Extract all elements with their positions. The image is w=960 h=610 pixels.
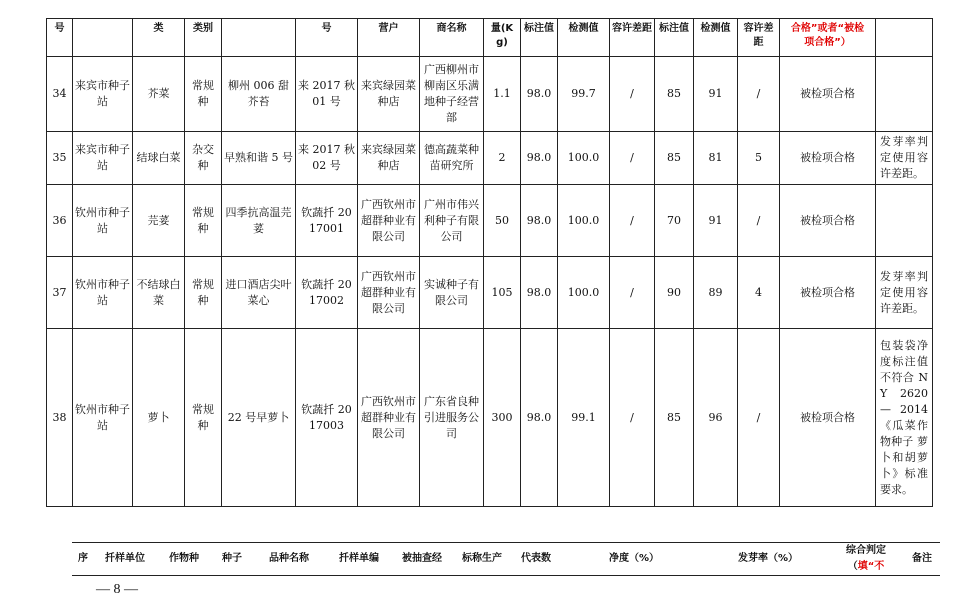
footer-header-remark: 备注 xyxy=(904,543,940,576)
table-header-row xyxy=(47,19,933,57)
sampling-unit: 来宾市种子站 xyxy=(73,57,133,132)
footer-verdict-red: 填“不 xyxy=(857,561,885,572)
next-page-header-row xyxy=(72,543,940,576)
variety: 早熟和谐 5 号 xyxy=(222,132,296,185)
footer-header-crop: 作物种 xyxy=(156,543,212,576)
producer: 广州市伟兴利种子有限公司 xyxy=(420,185,484,257)
crop: 不结球白菜 xyxy=(133,257,185,329)
table-row xyxy=(47,57,933,132)
footer-header-variety: 品种名称 xyxy=(252,543,326,576)
germ-std: 85 xyxy=(655,329,694,507)
header-cell: 量(Kg) xyxy=(484,19,521,57)
footer-header-lot-qty: 代表数 xyxy=(512,543,560,576)
germ-test: 89 xyxy=(694,257,738,329)
purity-std: 98.0 xyxy=(521,185,558,257)
purity-test: 99.7 xyxy=(558,57,610,132)
header-cell: 号 xyxy=(296,19,358,57)
remark: 发芽率判定使用容许差距。 xyxy=(876,132,933,185)
header-cell xyxy=(876,19,933,57)
table-row xyxy=(47,132,933,185)
crop: 芥菜 xyxy=(133,57,185,132)
crop: 萝卜 xyxy=(133,329,185,507)
header-cell: 商名称 xyxy=(420,19,484,57)
footer-header-seed: 种子 xyxy=(212,543,252,576)
header-cell: 容许差距 xyxy=(610,19,655,57)
purity-test: 100.0 xyxy=(558,132,610,185)
remark xyxy=(876,185,933,257)
purity-tol: / xyxy=(610,257,655,329)
germ-test: 91 xyxy=(694,185,738,257)
remark xyxy=(876,57,933,132)
header-verdict-red-2: 项合格”） xyxy=(804,37,851,48)
purity-tol: / xyxy=(610,329,655,507)
germ-tol: 5 xyxy=(738,132,780,185)
germ-tol: 4 xyxy=(738,257,780,329)
table-row xyxy=(47,329,933,507)
purity-std: 98.0 xyxy=(521,132,558,185)
purity-tol: / xyxy=(610,185,655,257)
header-cell: 营户 xyxy=(358,19,420,57)
footer-header-sampling-unit: 扦样单位 xyxy=(94,543,156,576)
header-verdict-cell xyxy=(780,19,876,57)
sample-no: 钦蔬扦 2017001 xyxy=(296,185,358,257)
header-cell: 检测值 xyxy=(694,19,738,57)
footer-header-sample-no: 扦样单编 xyxy=(326,543,392,576)
remark: 发芽率判定使用容许差距。 xyxy=(876,257,933,329)
producer: 德高蔬菜种苗研究所 xyxy=(420,132,484,185)
verdict: 被检项合格 xyxy=(780,132,876,185)
sample-no: 钦蔬扦 2017002 xyxy=(296,257,358,329)
germ-std: 85 xyxy=(655,57,694,132)
variety: 进口酒店尖叶菜心 xyxy=(222,257,296,329)
germ-test: 81 xyxy=(694,132,738,185)
operator: 广西钦州市超群种业有限公司 xyxy=(358,185,420,257)
germ-std: 70 xyxy=(655,185,694,257)
sampling-unit: 来宾市种子站 xyxy=(73,132,133,185)
producer: 广西柳州市柳南区乐满地种子经营部 xyxy=(420,57,484,132)
quantity: 2 xyxy=(484,132,521,185)
header-cell xyxy=(222,19,296,57)
verdict: 被检项合格 xyxy=(780,329,876,507)
purity-tol: / xyxy=(610,132,655,185)
footer-header-verdict xyxy=(828,543,904,576)
header-cell: 类别 xyxy=(185,19,222,57)
sampling-unit: 钦州市种子站 xyxy=(73,329,133,507)
footer-header-seq: 序 xyxy=(72,543,94,576)
footer-verdict-black: 综合判定（ xyxy=(846,545,886,572)
variety: 四季抗高温芫荽 xyxy=(222,185,296,257)
header-cell: 容许差距 xyxy=(738,19,780,57)
header-verdict-red: 合格”或者“被检 xyxy=(790,23,865,34)
purity-std: 98.0 xyxy=(521,329,558,507)
purity-std: 98.0 xyxy=(521,257,558,329)
row-no: 37 xyxy=(47,257,73,329)
remark: 包装袋净度标注值不符合 NY 2620 — 2014《瓜菜作物种子 萝卜和胡萝卜》标准要求。 xyxy=(876,329,933,507)
operator: 来宾绿园菜种店 xyxy=(358,57,420,132)
germ-tol: / xyxy=(738,185,780,257)
verdict: 被检项合格 xyxy=(780,257,876,329)
table-row xyxy=(47,185,933,257)
sampling-unit: 钦州市种子站 xyxy=(73,185,133,257)
table-row xyxy=(47,257,933,329)
header-cell: 检测值 xyxy=(558,19,610,57)
quantity: 105 xyxy=(484,257,521,329)
header-cell: 号 xyxy=(47,19,73,57)
header-cell: 类 xyxy=(133,19,185,57)
category: 常规种 xyxy=(185,257,222,329)
germ-tol: / xyxy=(738,329,780,507)
row-no: 38 xyxy=(47,329,73,507)
header-cell: 标注值 xyxy=(521,19,558,57)
footer-header-producer: 标称生产 xyxy=(452,543,512,576)
footer-header-germination: 发芽率（%） xyxy=(708,543,828,576)
page-number: — 8 — xyxy=(96,582,138,597)
category: 常规种 xyxy=(185,329,222,507)
header-cell xyxy=(73,19,133,57)
sample-no: 钦蔬扦 2017003 xyxy=(296,329,358,507)
germ-test: 91 xyxy=(694,57,738,132)
variety: 柳州 006 甜芥苔 xyxy=(222,57,296,132)
quantity: 300 xyxy=(484,329,521,507)
germ-test: 96 xyxy=(694,329,738,507)
operator: 广西钦州市超群种业有限公司 xyxy=(358,257,420,329)
variety: 22 号早萝卜 xyxy=(222,329,296,507)
operator: 广西钦州市超群种业有限公司 xyxy=(358,329,420,507)
crop: 芫荽 xyxy=(133,185,185,257)
row-no: 36 xyxy=(47,185,73,257)
germ-std: 90 xyxy=(655,257,694,329)
purity-tol: / xyxy=(610,57,655,132)
sample-no: 来 2017 秋 01 号 xyxy=(296,57,358,132)
sampling-unit: 钦州市种子站 xyxy=(73,257,133,329)
category: 常规种 xyxy=(185,185,222,257)
quantity: 50 xyxy=(484,185,521,257)
inspection-table xyxy=(46,18,933,507)
operator: 来宾绿园菜种店 xyxy=(358,132,420,185)
footer-header-inspected: 被抽查经 xyxy=(392,543,452,576)
germ-std: 85 xyxy=(655,132,694,185)
row-no: 34 xyxy=(47,57,73,132)
producer: 广东省良种引进服务公司 xyxy=(420,329,484,507)
crop: 结球白菜 xyxy=(133,132,185,185)
purity-test: 100.0 xyxy=(558,185,610,257)
footer-header-purity: 净度（%） xyxy=(560,543,708,576)
header-cell: 标注值 xyxy=(655,19,694,57)
sample-no: 来 2017 秋 02 号 xyxy=(296,132,358,185)
next-page-header xyxy=(72,542,940,576)
quantity: 1.1 xyxy=(484,57,521,132)
verdict: 被检项合格 xyxy=(780,57,876,132)
germ-tol: / xyxy=(738,57,780,132)
category: 杂交种 xyxy=(185,132,222,185)
row-no: 35 xyxy=(47,132,73,185)
purity-test: 100.0 xyxy=(558,257,610,329)
producer: 实诚种子有限公司 xyxy=(420,257,484,329)
category: 常规种 xyxy=(185,57,222,132)
purity-std: 98.0 xyxy=(521,57,558,132)
purity-test: 99.1 xyxy=(558,329,610,507)
verdict: 被检项合格 xyxy=(780,185,876,257)
